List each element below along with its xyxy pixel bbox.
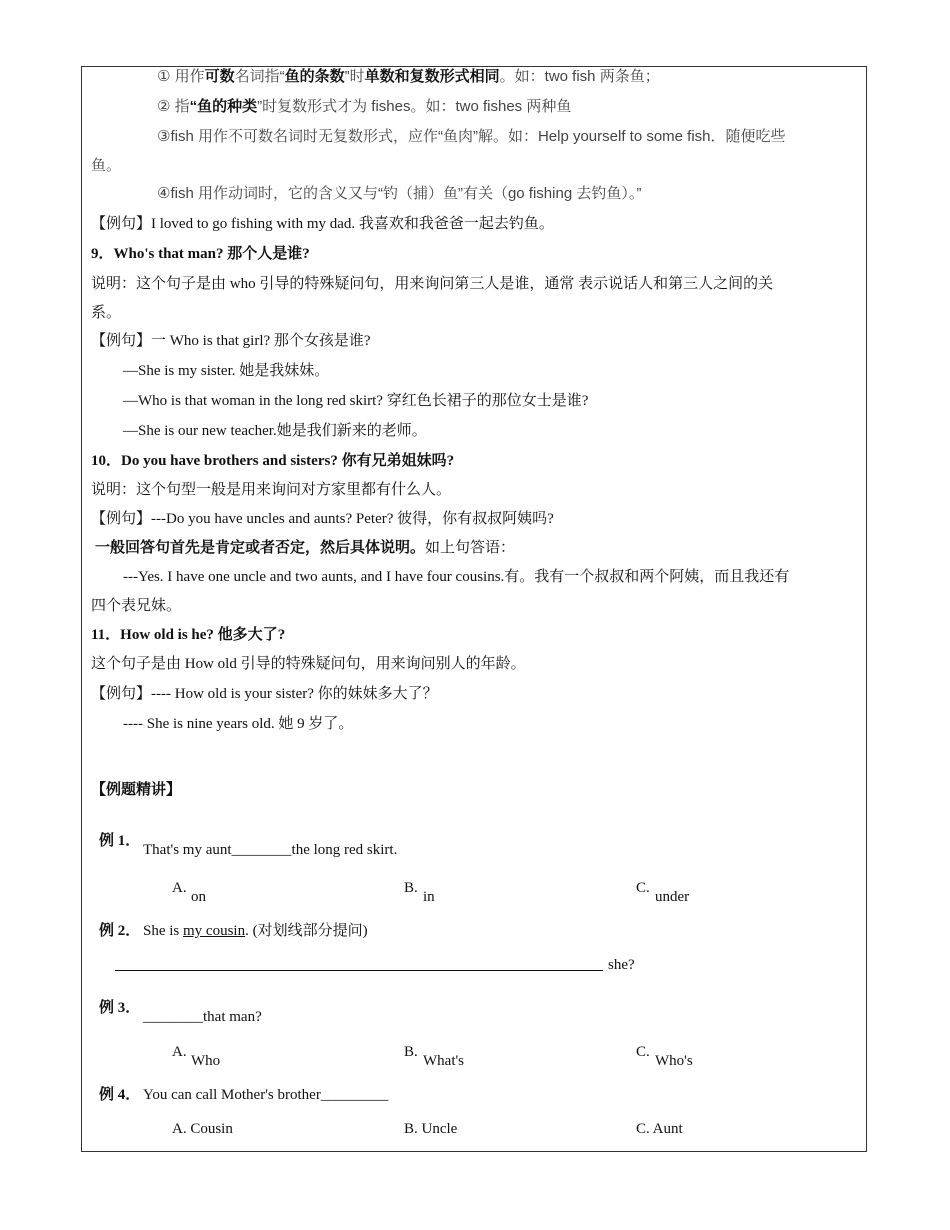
q1-text: That's my aunt________the long red skirt.: [143, 842, 398, 858]
section-11-example-2: ---- She is nine years old. 她 9 岁了。: [123, 716, 354, 732]
note-fish-verb: ④fish 用作动词时，它的含义又与“钓（捕）鱼”有关（go fishing 去钓鱼）。”: [157, 185, 642, 202]
section-11-example-1: 【例句】---- How old is your sister? 你的妹妹多大了？: [91, 686, 438, 702]
section-11-note: 这个句子是由 How old 引导的特殊疑问句，用来询问别人的年龄。: [91, 656, 526, 672]
fish-example: 【例句】I loved to go fishing with my dad. 我喜欢和我爸爸一起去钓鱼。: [91, 216, 554, 232]
section-10-reply: ---Yes. I have one uncle and two aunts, and I have four cousins.有。我有一个叔叔和两个阿姨，而且我还有: [123, 569, 790, 585]
section-9-heading: 9．Who's that man? 那个人是谁?: [91, 246, 310, 262]
section-9-note: 说明：这个句子是由 who 引导的特殊疑问句，用来询问第三人是谁，通常 表示说话人和第三人之间的关: [91, 276, 774, 292]
q1-option-b[interactable]: in: [423, 889, 435, 905]
section-10-answer-rule: 一般回答句首先是肯定或者否定，然后具体说明。如上句答语：: [95, 540, 516, 556]
q3-option-a[interactable]: Who: [191, 1053, 221, 1069]
section-9-example-1: 【例句】一 Who is that girl? 那个女孩是谁?: [91, 333, 371, 349]
practice-title: 【例题精讲】: [91, 782, 182, 798]
section-9-example-3: —Who is that woman in the long red skirt? 穿红色长裙子的那位女士是谁?: [123, 393, 589, 409]
note-fish-uncountable: ③fish 用作不可数名词时无复数形式，应作“鱼肉”解。如：Help yourself to some fish．随便吃些: [157, 128, 786, 145]
section-10-example: 【例句】---Do you have uncles and aunts? Peter? 彼得，你有叔叔阿姨吗?: [91, 511, 554, 527]
q2-text: She is my cousin. (对划线部分提问): [143, 923, 368, 939]
q2-label: 例 2．: [99, 923, 141, 939]
note-fish-countable: ① 用作可数名词指“鱼的条数”时单数和复数形式相同。如：two fish 两条鱼；: [157, 68, 660, 85]
section-9-example-2: —She is my sister. 她是我妹妹。: [123, 363, 330, 379]
q2-underlined-part: my cousin: [183, 923, 246, 939]
q4-option-a[interactable]: A. Cousin: [172, 1121, 233, 1137]
q3-text: ________that man?: [143, 1009, 262, 1025]
q4-text: You can call Mother's brother_________: [143, 1087, 389, 1103]
q2-tail: she?: [608, 957, 635, 973]
q3-option-b[interactable]: What's: [423, 1053, 465, 1069]
q4-label: 例 4．: [99, 1087, 141, 1103]
section-11-heading: 11．How old is he? 他多大了?: [91, 627, 286, 643]
q2-answer-blank[interactable]: [115, 970, 603, 971]
q4-option-c[interactable]: C. Aunt: [636, 1121, 683, 1137]
note-fish-kinds: ② 指“鱼的种类”时复数形式才为 fishes。如：two fishes 两种鱼: [157, 98, 572, 115]
q4-option-b[interactable]: B. Uncle: [404, 1121, 458, 1137]
q1-option-c-letter: C.: [636, 880, 650, 896]
section-10-reply-cont: 四个表兄妹。: [91, 598, 182, 614]
q1-option-b-letter: B.: [404, 880, 418, 896]
q3-option-b-letter: B.: [404, 1044, 418, 1060]
q1-option-c[interactable]: under: [655, 889, 690, 905]
section-10-note: 说明：这个句型一般是用来询问对方家里都有什么人。: [91, 482, 452, 498]
section-10-heading: 10．Do you have brothers and sisters? 你有兄弟姐妹吗?: [91, 453, 455, 469]
section-9-example-4: —She is our new teacher.她是我们新来的老师。: [123, 423, 427, 439]
q1-option-a-letter: A.: [172, 880, 187, 896]
q3-option-c-letter: C.: [636, 1044, 650, 1060]
q1-label: 例 1．: [99, 833, 141, 849]
q1-option-a[interactable]: on: [191, 889, 206, 905]
q3-option-c[interactable]: Who's: [655, 1053, 693, 1069]
q3-option-a-letter: A.: [172, 1044, 187, 1060]
note-fish-uncountable-cont: 鱼。: [91, 157, 122, 174]
q3-label: 例 3．: [99, 1000, 141, 1016]
section-9-note-cont: 系。: [91, 305, 122, 321]
